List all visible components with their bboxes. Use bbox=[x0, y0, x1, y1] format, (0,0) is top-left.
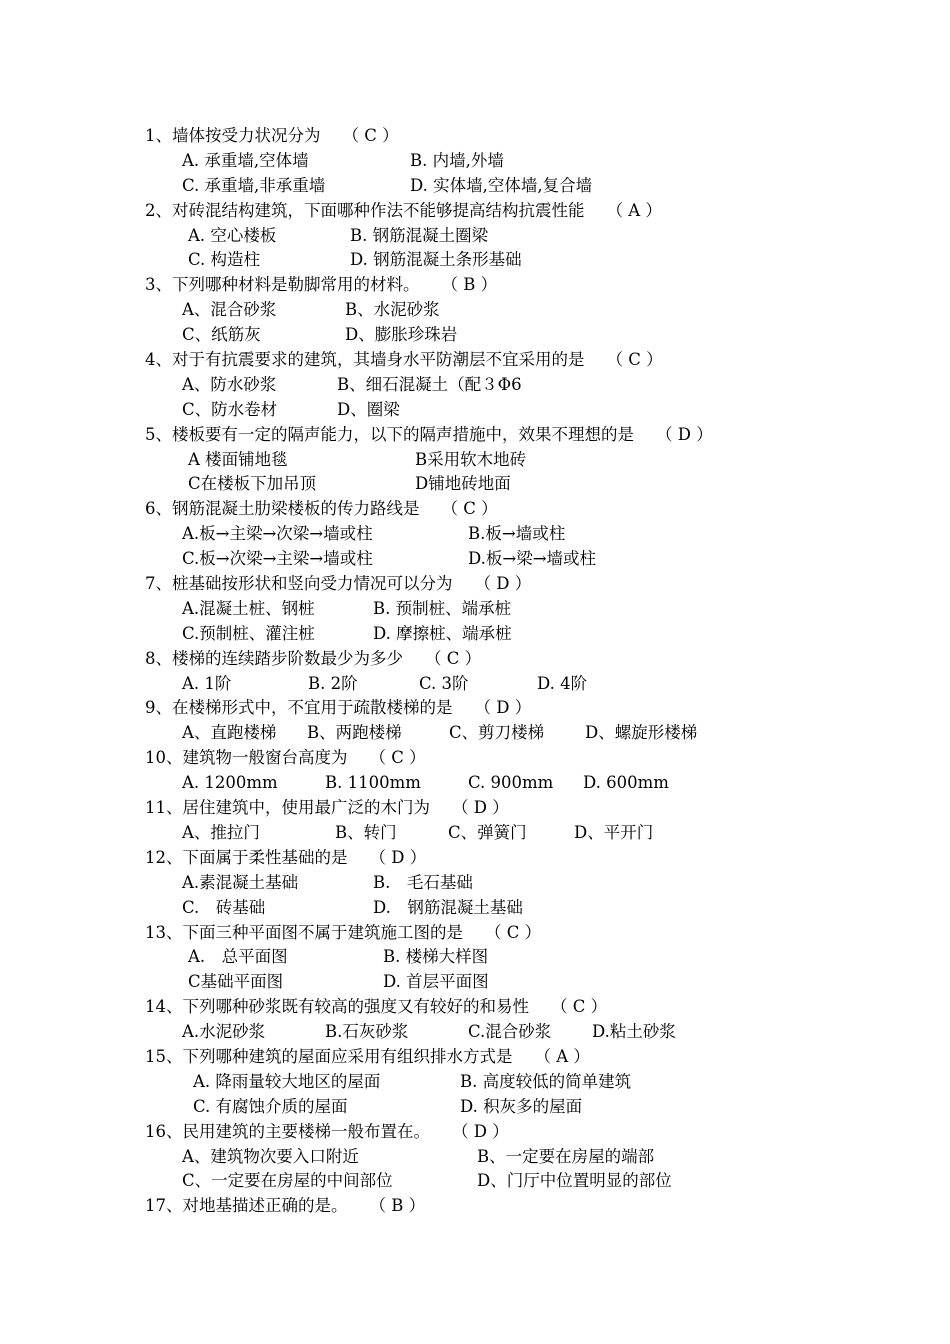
option-row bbox=[145, 1070, 905, 1095]
option-row bbox=[145, 1095, 905, 1120]
question-list bbox=[145, 124, 905, 1219]
option-row bbox=[145, 323, 905, 348]
option-item: A. 承重墙,空体墙 bbox=[182, 150, 309, 170]
option-item: B、一定要在房屋的端部 bbox=[477, 1146, 655, 1166]
question-text: 1、墙体按受力状况分为 bbox=[145, 126, 321, 145]
option-item: D铺地砖地面 bbox=[415, 474, 511, 494]
option-item: C. 有腐蚀介质的屋面 bbox=[193, 1096, 348, 1116]
option-item: C. 3阶 bbox=[419, 673, 469, 693]
question-text: 4、对于有抗震要求的建筑，其墙身水平防潮层不宜采用的是 bbox=[145, 350, 585, 370]
option-item: C. 900mm bbox=[468, 773, 554, 793]
question-text: 7、桩基础按形状和竖向受力情况可以分为 bbox=[145, 574, 453, 594]
question-answer: （ D ） bbox=[369, 847, 427, 867]
option-item: B. 内墙,外墙 bbox=[410, 150, 504, 170]
question-line bbox=[145, 572, 905, 597]
option-item: D. 首层平面图 bbox=[383, 972, 489, 992]
option-item: D.粘土砂浆 bbox=[592, 1022, 676, 1042]
option-item: D、圈梁 bbox=[337, 399, 400, 419]
option-item: B. 毛石基础 bbox=[373, 872, 473, 892]
question-answer: （ C ） bbox=[425, 648, 482, 668]
question-answer: （ D ） bbox=[474, 698, 532, 718]
option-row bbox=[145, 821, 905, 846]
question-text: 6、钢筋混凝土肋梁楼板的传力路线是 bbox=[145, 499, 420, 519]
question-line bbox=[145, 1045, 905, 1070]
question-text: 17、对地基描述正确的是。 bbox=[145, 1196, 348, 1216]
question-line bbox=[145, 1194, 905, 1219]
option-item: A 楼面铺地毯 bbox=[188, 449, 288, 469]
question-text: 5、楼板要有一定的隔声能力，以下的隔声措施中，效果不理想的是 bbox=[145, 424, 634, 444]
option-row bbox=[145, 970, 905, 995]
question-line bbox=[145, 1120, 905, 1145]
option-item: B采用软木地砖 bbox=[415, 449, 527, 469]
option-row bbox=[145, 398, 905, 423]
option-item: A. 空心楼板 bbox=[188, 225, 277, 245]
option-row bbox=[145, 771, 905, 796]
question-answer: （ C ） bbox=[369, 748, 426, 768]
option-item: A、推拉门 bbox=[182, 822, 260, 842]
option-item: C在楼板下加吊顶 bbox=[188, 474, 317, 494]
option-item: A. 1阶 bbox=[182, 673, 232, 693]
option-row bbox=[145, 945, 905, 970]
option-item: C. 承重墙,非承重墙 bbox=[182, 175, 326, 195]
question-answer: （ C ） bbox=[606, 350, 663, 370]
question-text: 3、下列哪种材料是勒脚常用的材料。 bbox=[145, 275, 420, 295]
option-item: A. 1200mm bbox=[182, 773, 278, 793]
option-row bbox=[145, 721, 905, 746]
option-item: A、防水砂浆 bbox=[182, 374, 277, 394]
option-item: C、弹簧门 bbox=[448, 822, 527, 842]
option-item: B. 钢筋混凝土圈梁 bbox=[350, 225, 489, 245]
option-item: B、细石混凝土（配３Φ6 bbox=[337, 374, 522, 394]
question-text: 2、对砖混结构建筑，下面哪种作法不能够提高结构抗震性能 bbox=[145, 200, 585, 220]
option-row bbox=[145, 871, 905, 896]
option-item: D.板→梁→墙或柱 bbox=[468, 549, 597, 569]
option-row bbox=[145, 622, 905, 647]
question-line bbox=[145, 199, 905, 224]
option-item: A. 降雨量较大地区的屋面 bbox=[193, 1071, 381, 1091]
option-item: D. 积灰多的屋面 bbox=[460, 1096, 583, 1116]
option-item: D. 钢筋混凝土条形基础 bbox=[350, 250, 522, 270]
option-item: A.混凝土桩、钢桩 bbox=[182, 598, 315, 618]
option-item: C.混合砂浆 bbox=[468, 1022, 552, 1042]
option-item: C、纸筋灰 bbox=[182, 325, 261, 345]
question-line bbox=[145, 497, 905, 522]
option-item: C. 构造柱 bbox=[188, 250, 261, 270]
option-item: D. 摩擦桩、端承桩 bbox=[373, 623, 512, 643]
option-item: D、平开门 bbox=[574, 822, 654, 842]
question-answer: （ A ） bbox=[606, 200, 662, 220]
question-answer: （ B ） bbox=[369, 1196, 426, 1216]
question-text: 8、楼梯的连续踏步阶数最少为多少 bbox=[145, 648, 403, 668]
question-line bbox=[145, 696, 905, 721]
option-item: D. 4阶 bbox=[537, 673, 588, 693]
option-row bbox=[145, 224, 905, 249]
option-item: A.板→主梁→次梁→墙或柱 bbox=[182, 524, 373, 544]
question-line bbox=[145, 921, 905, 946]
option-item: C基础平面图 bbox=[188, 972, 284, 992]
option-item: D. 实体墙,空体墙,复合墙 bbox=[410, 175, 593, 195]
question-line bbox=[145, 796, 905, 821]
option-item: B. 高度较低的简单建筑 bbox=[460, 1071, 632, 1091]
option-item: C.预制桩、灌注桩 bbox=[182, 623, 315, 643]
option-row bbox=[145, 896, 905, 921]
option-item: B、水泥砂浆 bbox=[345, 300, 440, 320]
option-item: D. 600mm bbox=[583, 773, 669, 793]
question-answer: （ C ） bbox=[441, 499, 498, 519]
question-text: 13、下面三种平面图不属于建筑施工图的是 bbox=[145, 922, 463, 942]
question-line bbox=[145, 846, 905, 871]
option-row bbox=[145, 472, 905, 497]
question-answer: （ C ） bbox=[551, 997, 608, 1017]
question-answer: （ C ） bbox=[485, 922, 542, 942]
question-answer: （ C ） bbox=[342, 126, 399, 145]
option-item: A、直跑楼梯 bbox=[182, 723, 277, 743]
option-item: C、一定要在房屋的中间部位 bbox=[182, 1171, 393, 1191]
question-answer: （ A ） bbox=[534, 1046, 590, 1066]
option-row bbox=[145, 1020, 905, 1045]
question-text: 9、在楼梯形式中，不宜用于疏散楼梯的是 bbox=[145, 698, 453, 718]
option-item: A.水泥砂浆 bbox=[182, 1022, 266, 1042]
question-text: 10、建筑物一般窗台高度为 bbox=[145, 748, 348, 768]
option-row bbox=[145, 448, 905, 473]
question-text: 12、下面属于柔性基础的是 bbox=[145, 847, 348, 867]
question-line bbox=[145, 273, 905, 298]
question-answer: （ D ） bbox=[474, 574, 532, 594]
option-row bbox=[145, 373, 905, 398]
question-text: 16、民用建筑的主要楼梯一般布置在。 bbox=[145, 1121, 430, 1141]
option-item: B、两跑楼梯 bbox=[307, 723, 402, 743]
option-item: A. 总平面图 bbox=[188, 947, 288, 967]
option-item: C. 砖基础 bbox=[182, 897, 266, 917]
question-line bbox=[145, 348, 905, 373]
question-answer: （ B ） bbox=[441, 275, 498, 295]
question-text: 15、下列哪种建筑的屋面应采用有组织排水方式是 bbox=[145, 1046, 513, 1066]
option-item: C、剪刀楼梯 bbox=[449, 723, 545, 743]
option-row bbox=[145, 672, 905, 697]
option-row bbox=[145, 1169, 905, 1194]
option-row bbox=[145, 248, 905, 273]
option-row bbox=[145, 597, 905, 622]
question-line bbox=[145, 124, 905, 149]
option-row bbox=[145, 174, 905, 199]
option-item: B. 2阶 bbox=[308, 673, 358, 693]
question-answer: （ D ） bbox=[656, 424, 713, 444]
option-row bbox=[145, 149, 905, 174]
option-item: B. 1100mm bbox=[325, 773, 421, 793]
question-line bbox=[145, 647, 905, 672]
option-row bbox=[145, 522, 905, 547]
option-row bbox=[145, 547, 905, 572]
option-item: A.素混凝土基础 bbox=[182, 872, 299, 892]
option-item: A、混合砂浆 bbox=[182, 300, 277, 320]
question-line bbox=[145, 746, 905, 771]
question-answer: （ D ） bbox=[452, 1121, 509, 1141]
option-item: B.板→墙或柱 bbox=[468, 524, 566, 544]
question-line bbox=[145, 423, 905, 448]
option-item: C.板→次梁→主梁→墙或柱 bbox=[182, 549, 373, 569]
option-item: B、转门 bbox=[335, 822, 397, 842]
option-item: C、防水卷材 bbox=[182, 399, 278, 419]
option-item: D、膨胀珍珠岩 bbox=[345, 325, 458, 345]
option-row bbox=[145, 298, 905, 323]
option-item: D. 钢筋混凝土基础 bbox=[373, 897, 523, 917]
question-line bbox=[145, 995, 905, 1020]
question-text: 14、下列哪种砂浆既有较高的强度又有较好的和易性 bbox=[145, 997, 529, 1017]
option-item: B.石灰砂浆 bbox=[325, 1022, 409, 1042]
option-item: A、建筑物次要入口附近 bbox=[182, 1146, 359, 1166]
question-answer: （ D ） bbox=[452, 798, 509, 818]
option-item: B. 楼梯大样图 bbox=[383, 947, 489, 967]
option-row bbox=[145, 1145, 905, 1170]
option-item: D、门厅中位置明显的部位 bbox=[477, 1171, 672, 1191]
option-item: D、螺旋形楼梯 bbox=[585, 723, 698, 743]
option-item: B. 预制桩、端承桩 bbox=[373, 598, 512, 618]
question-text: 11、居住建筑中，使用最广泛的木门为 bbox=[145, 798, 430, 818]
